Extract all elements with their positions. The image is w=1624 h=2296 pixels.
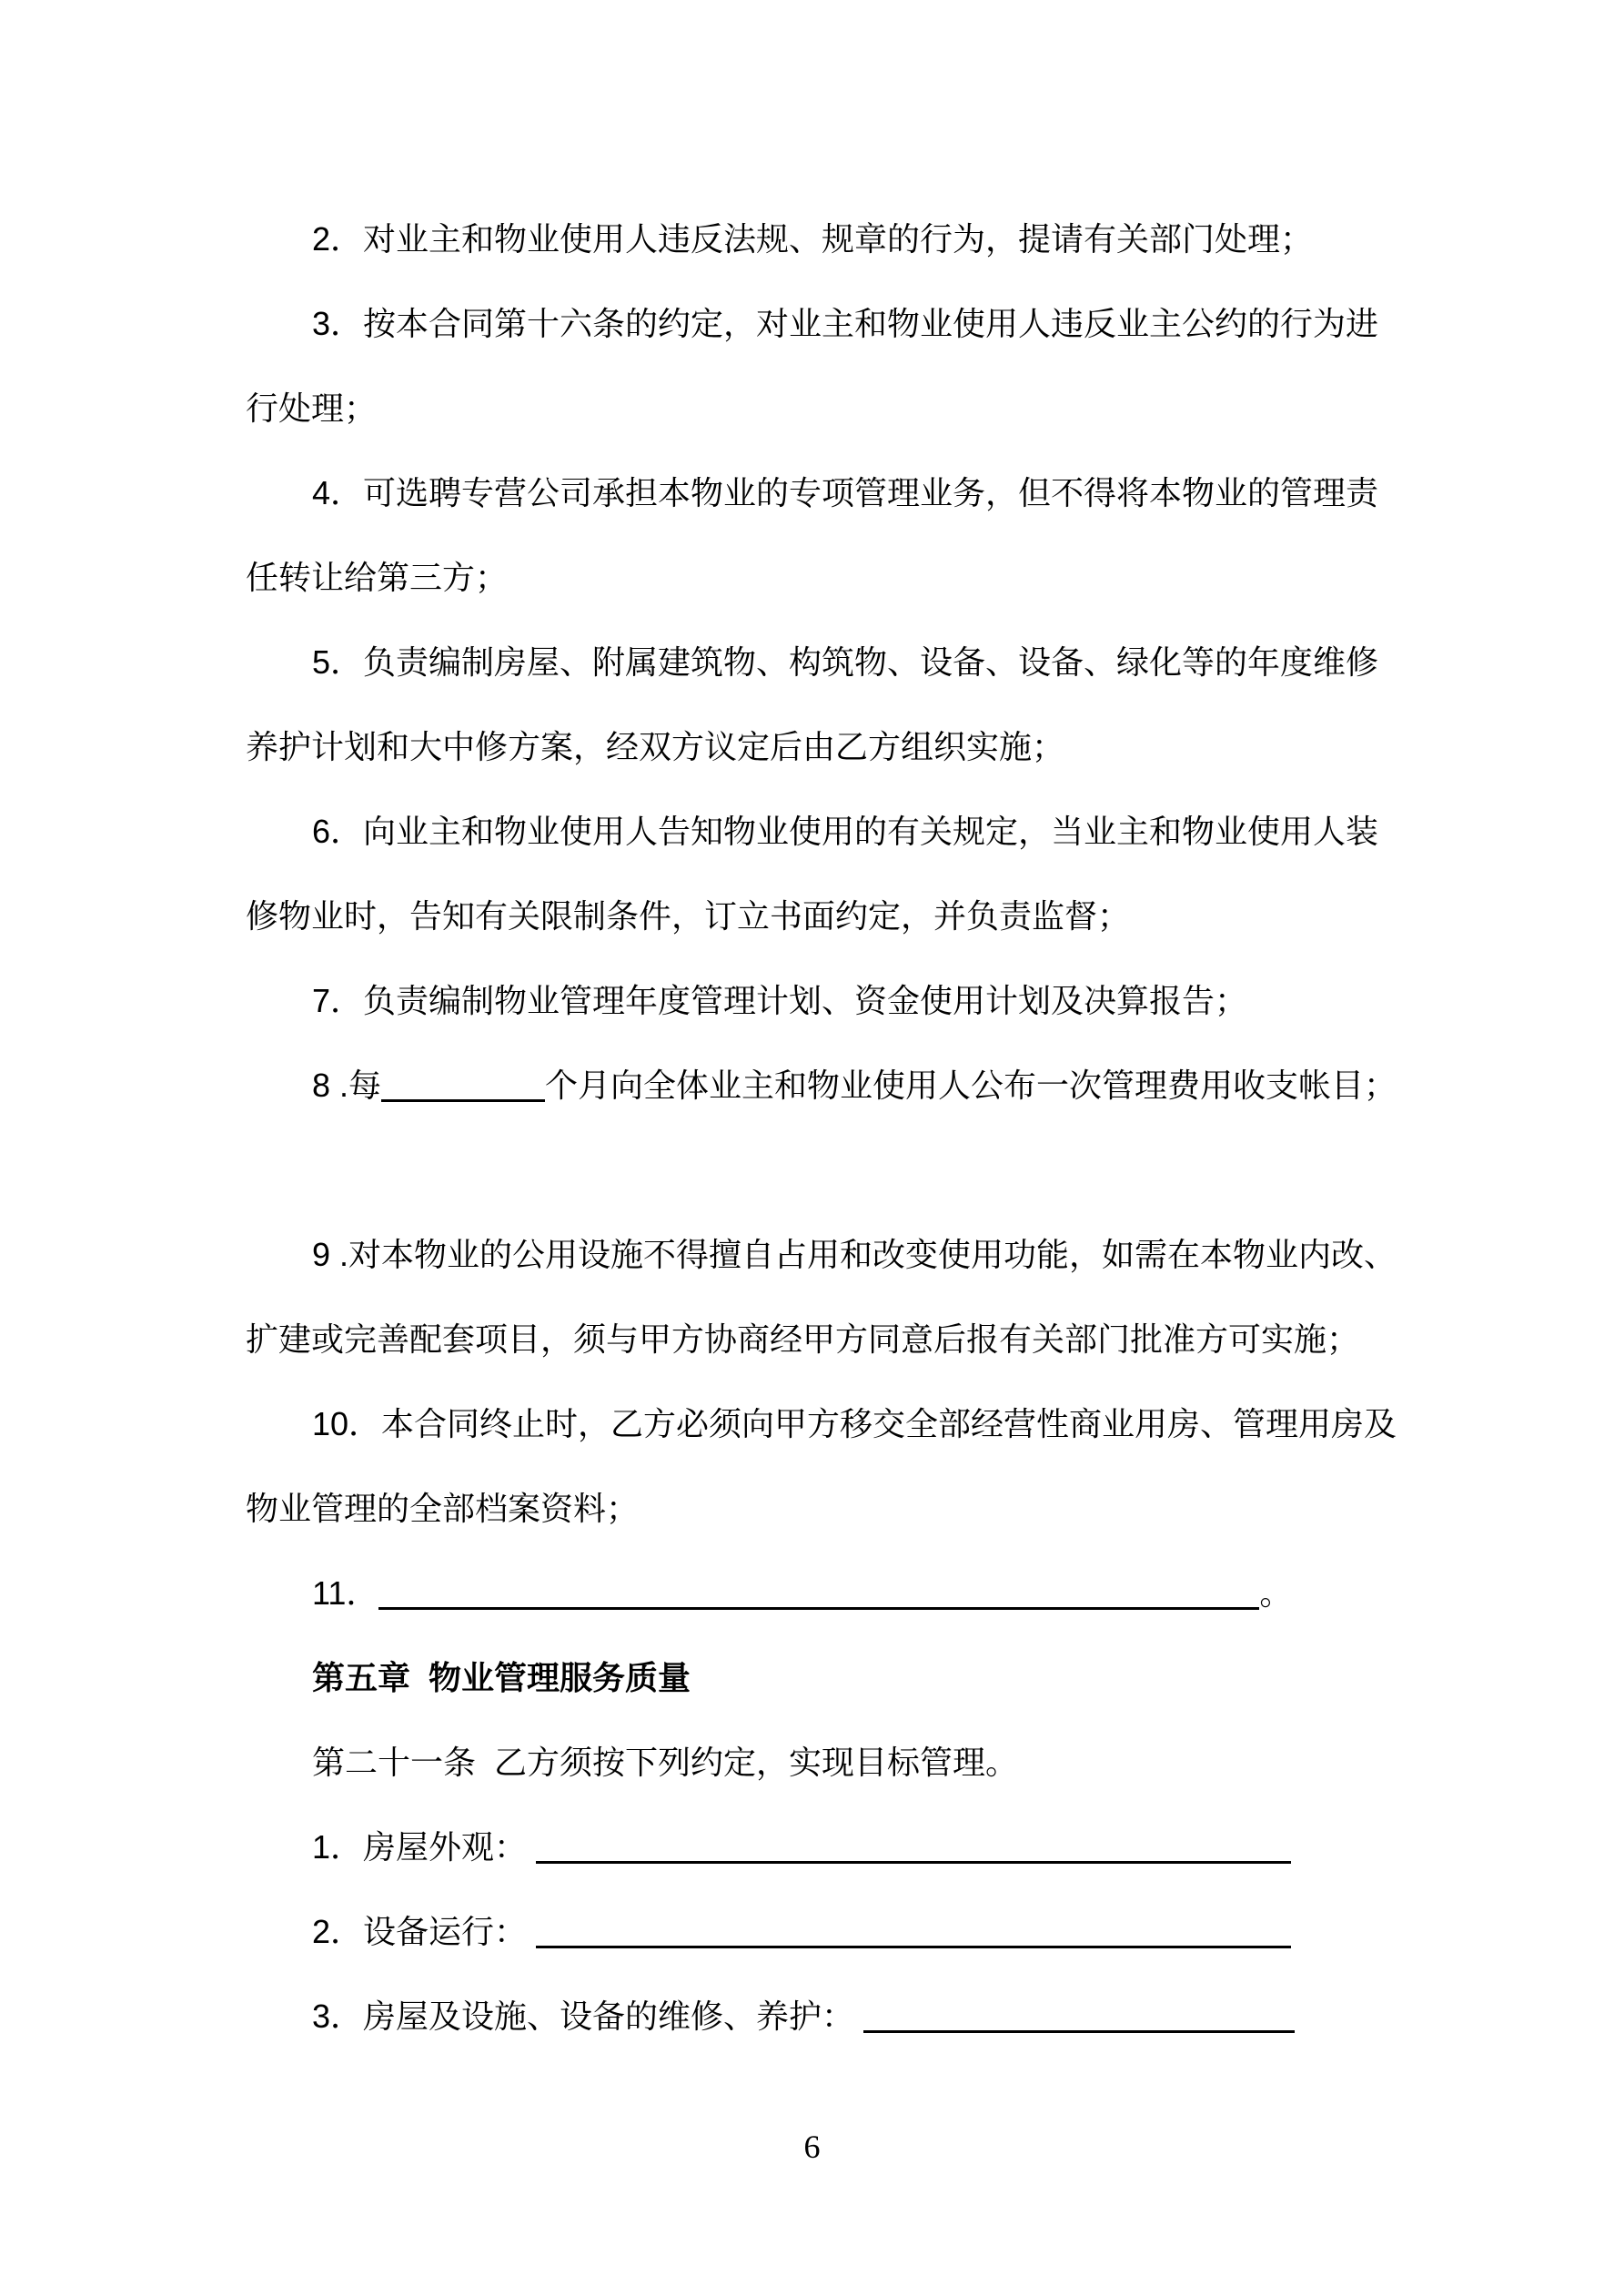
document-line <box>246 1212 1397 1297</box>
line-text: 7．负责编制物业管理年度管理计划、资金使用计划及决算报告； <box>312 982 1248 1019</box>
line-text: 8 .每 <box>312 1067 382 1104</box>
line-text: 2．设备运行： <box>312 1913 537 1950</box>
line-text: 6．向业主和物业使用人告知物业使用的有关规定，当业主和物业使用人装 <box>312 813 1379 850</box>
blank-field <box>536 1828 1291 1864</box>
line-text: 扩建或完善配套项目，须与甲方协商经甲方同意后报有关部门批准方可实施； <box>246 1320 1360 1358</box>
document-line <box>246 704 1376 789</box>
document-line <box>246 1889 1376 1974</box>
document-line <box>246 1297 1376 1381</box>
document-line <box>246 620 1379 704</box>
document-line <box>246 1466 1376 1551</box>
document-line <box>246 1551 1376 1635</box>
line-text: 3．按本合同第十六条的约定，对业主和物业使用人违反业主公约的行为进 <box>312 305 1379 342</box>
document-line <box>246 1381 1397 1466</box>
line-text: 3．房屋及设施、设备的维修、养护： <box>312 1998 864 2035</box>
line-text: 第二十一条 乙方须按下列约定，实现目标管理。 <box>312 1744 1019 1781</box>
line-text: 行处理； <box>246 389 378 427</box>
line-text: 任转让给第三方； <box>246 559 509 596</box>
document-line <box>246 1720 1376 1805</box>
blank-field <box>863 1998 1295 2033</box>
line-text: 。 <box>1259 1574 1293 1612</box>
document-line <box>246 1043 1397 1128</box>
document-line <box>246 366 1376 450</box>
line-text: 养护计划和大中修方案，经双方议定后由乙方组织实施； <box>246 728 1065 765</box>
page-number: 6 <box>803 2129 821 2165</box>
line-text: 4．可选聘专营公司承担本物业的专项管理业务，但不得将本物业的管理责 <box>312 474 1379 511</box>
line-text: 物业管理的全部档案资料； <box>246 1490 640 1527</box>
document-line <box>246 1974 1376 2058</box>
document-line <box>246 789 1379 874</box>
line-text: 11． <box>312 1574 379 1612</box>
blank-field <box>381 1067 545 1102</box>
document-line <box>246 1805 1376 1889</box>
line-text: 2．对业主和物业使用人违反法规、规章的行为，提请有关部门处理； <box>312 220 1314 258</box>
line-text: 5．负责编制房屋、附属建筑物、构筑物、设备、设备、绿化等的年度维修 <box>312 643 1379 681</box>
document-line <box>246 874 1376 958</box>
line-text: 1．房屋外观： <box>312 1828 537 1866</box>
document-line <box>246 197 1376 281</box>
line-text: 10．本合同终止时，乙方必须向甲方移交全部经营性商业用房、管理用房及 <box>312 1405 1397 1442</box>
section-heading <box>246 1635 1376 1720</box>
line-text: 9 .对本物业的公用设施不得擅自占用和改变使用功能，如需在本物业内改、 <box>312 1236 1397 1273</box>
blank-field <box>378 1574 1259 1610</box>
document-line <box>246 535 1376 620</box>
document-line <box>246 958 1376 1043</box>
line-text: 修物业时，告知有关限制条件，订立书面约定，并负责监督； <box>246 897 1131 935</box>
line-text: 第五章 物业管理服务质量 <box>312 1659 691 1696</box>
blank-field <box>536 1913 1291 1948</box>
document-line <box>246 281 1379 366</box>
document-line <box>246 450 1379 535</box>
line-text: 个月向全体业主和物业使用人公布一次管理费用收支帐目； <box>545 1067 1397 1104</box>
blank-line <box>246 1128 1376 1212</box>
